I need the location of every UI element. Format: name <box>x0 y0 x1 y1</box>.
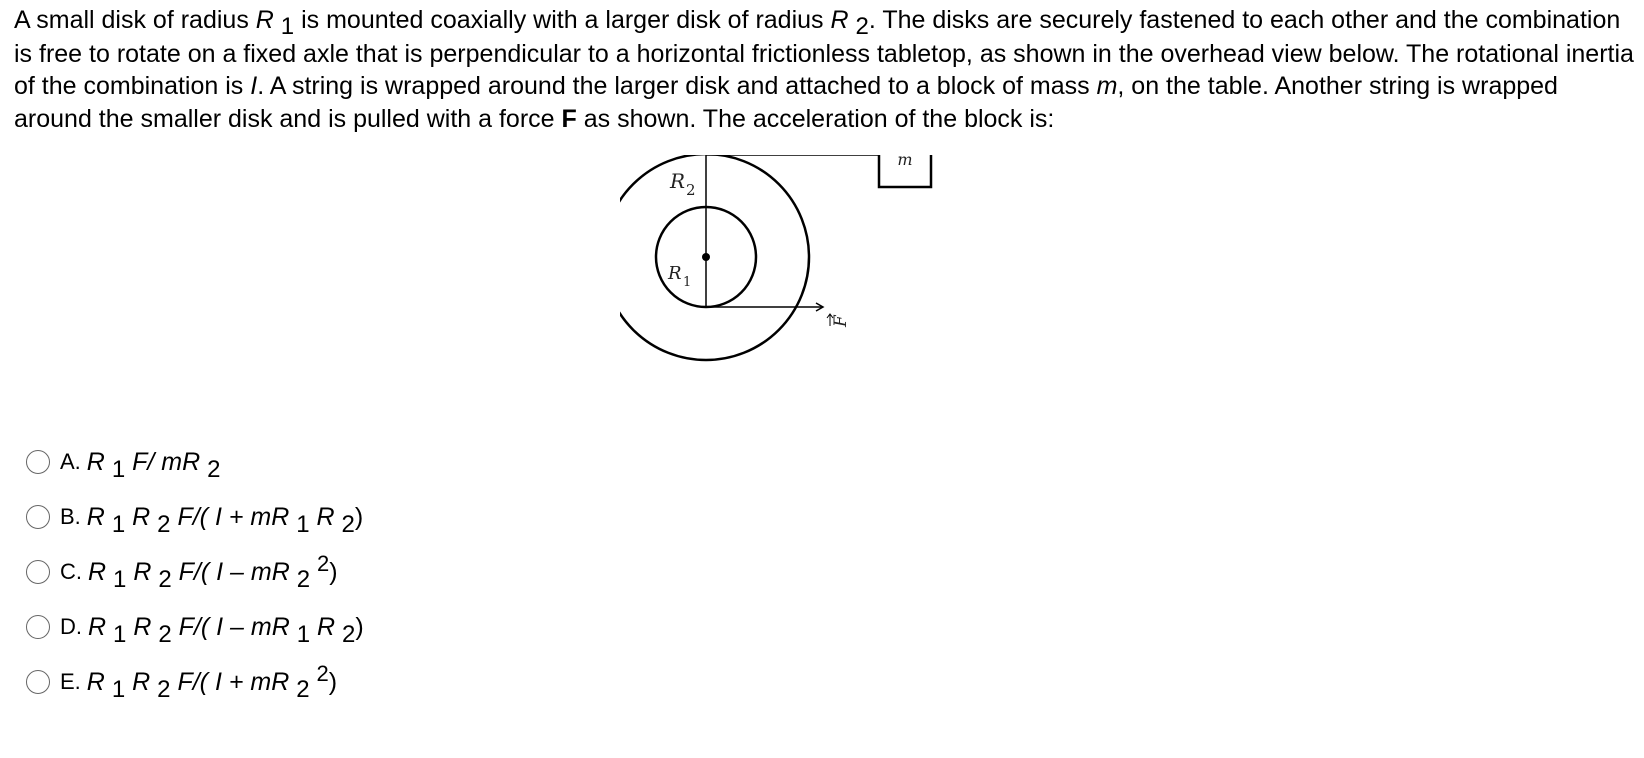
option-e[interactable] <box>26 662 337 702</box>
radio-button[interactable] <box>26 560 50 584</box>
radio-button[interactable] <box>26 505 50 529</box>
option-letter: C. <box>60 559 82 584</box>
option-letter: A. <box>60 449 81 474</box>
option-expression: R 1 R 2 F/( I + mR 1 R 2) <box>86 502 364 538</box>
question-text <box>14 4 1634 135</box>
block-label: m <box>897 155 913 169</box>
r1-sub: 1 <box>683 275 692 290</box>
option-expression: R 1 F/ mR 2 <box>86 447 221 483</box>
disk-diagram <box>620 155 1020 395</box>
axle-dot <box>702 253 710 261</box>
force-label: F <box>831 315 851 327</box>
question-part: A small disk of radius <box>14 6 256 34</box>
var-F: F <box>561 104 577 133</box>
var-m: m <box>1096 72 1118 100</box>
option-expression: R 1 R 2 F/( I – mR 1 R 2) <box>88 612 364 648</box>
question-part: . A string is wrapped around the larger disk and attached to a block of mass <box>257 72 1097 100</box>
r2-sub: 2 <box>686 181 696 199</box>
r1-label: R <box>668 263 682 284</box>
option-c[interactable] <box>26 552 338 592</box>
question-part: . The disks are securely fastened to each other and the combination is free to rotate on a fixed axle that is perpendicular to a horizontal frictionless tabletop, as shown in the overhead view below. The rotational inertia of the combination is <box>14 6 1634 100</box>
option-a[interactable] <box>26 442 220 482</box>
option-d[interactable] <box>26 607 364 647</box>
question-part: is mounted coaxially with a larger disk of radius <box>294 6 831 34</box>
question-part: as shown. The acceleration of the block is: <box>576 104 1055 133</box>
var-R: R <box>255 6 274 34</box>
radio-button[interactable] <box>26 450 50 474</box>
r2-label: R <box>670 169 686 193</box>
option-b[interactable] <box>26 497 363 537</box>
subscript: 2 <box>855 13 869 40</box>
diagram-svg <box>620 155 1020 395</box>
large-disk <box>620 155 809 360</box>
var-I: I <box>250 72 258 100</box>
option-letter: D. <box>60 614 82 639</box>
subscript: 1 <box>280 13 295 40</box>
question-part: , on the table. Another string is wrapped around the smaller disk and is pulled with a force <box>14 72 1558 133</box>
option-expression: R 1 R 2 F/( I + mR 2 2) <box>86 660 338 703</box>
option-letter: B. <box>60 504 81 529</box>
option-letter: E. <box>60 669 81 694</box>
option-expression: R 1 R 2 F/( I – mR 2 2) <box>88 550 338 593</box>
var-R: R <box>830 6 849 34</box>
radio-button[interactable] <box>26 615 50 639</box>
force-label-group <box>827 314 851 328</box>
radio-button[interactable] <box>26 670 50 694</box>
